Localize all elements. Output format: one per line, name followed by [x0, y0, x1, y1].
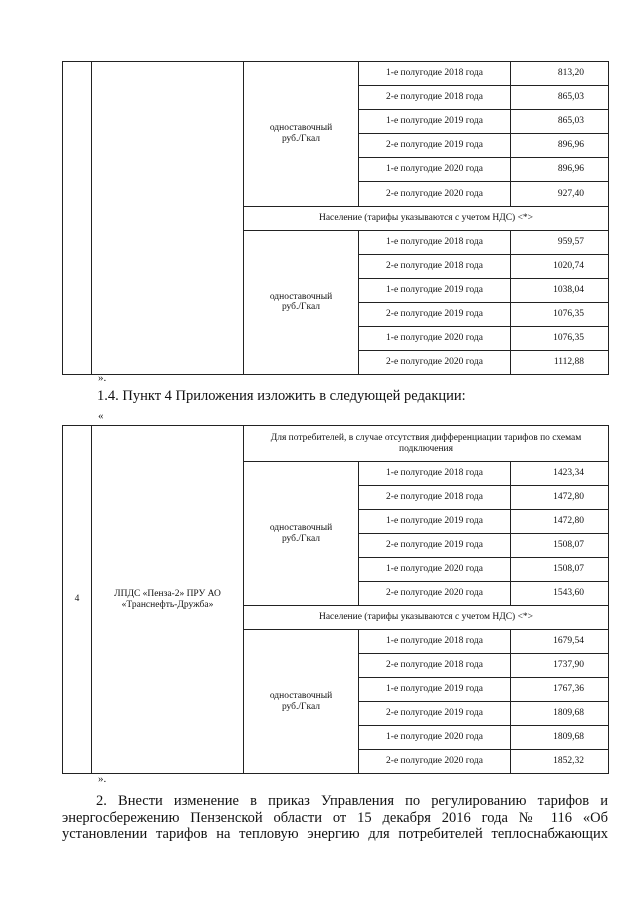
organization-cell: [92, 62, 244, 375]
period-cell: 1-е полугодие 2019 года: [359, 278, 511, 302]
period-cell: 1-е полугодие 2018 года: [359, 462, 511, 486]
table-row: [63, 426, 609, 462]
number-cell: [63, 62, 92, 375]
unit-type: одноставочный: [269, 291, 333, 302]
consumers-header: [244, 426, 609, 462]
tariff-value-cell: 1809,68: [511, 726, 609, 750]
organization-name: ЛПДС «Пенза-2» ПРУ АО: [114, 588, 221, 599]
tariff-value-cell: 1508,07: [511, 558, 609, 582]
tariff-value-cell: 1472,80: [511, 510, 609, 534]
period-cell: 1-е полугодие 2018 года: [359, 630, 511, 654]
period-cell: 2-е полугодие 2020 года: [359, 582, 511, 606]
tariff-value-cell: 1038,04: [511, 278, 609, 302]
population-header: Население (тарифы указываются с учетом НДС) <*>: [244, 206, 609, 230]
unit-cell: [244, 462, 359, 606]
tariff-value-cell: 1543,60: [511, 582, 609, 606]
period-cell: 2-е полугодие 2020 года: [359, 351, 511, 375]
item-heading: 1.4. Пункт 4 Приложения изложить в следующей редакции:: [97, 388, 466, 404]
organization-cell: [92, 426, 244, 774]
tariff-value-cell: 896,96: [511, 134, 609, 158]
period-cell: 1-е полугодие 2020 года: [359, 726, 511, 750]
unit-measure: руб./Гкал: [281, 701, 321, 712]
paragraph-line: 2. Внести изменение в приказ Управления по регулированию тарифов и: [96, 793, 608, 809]
unit-type: одноставочный: [269, 522, 333, 533]
period-cell: 2-е полугодие 2018 года: [359, 254, 511, 278]
tariff-value-cell: 1508,07: [511, 534, 609, 558]
period-cell: 2-е полугодие 2018 года: [359, 486, 511, 510]
period-cell: 2-е полугодие 2018 года: [359, 654, 511, 678]
table-row: [63, 62, 609, 86]
period-cell: 2-е полугодие 2020 года: [359, 182, 511, 206]
period-cell: 1-е полугодие 2019 года: [359, 678, 511, 702]
tariff-value-cell: 927,40: [511, 182, 609, 206]
period-cell: 1-е полугодие 2020 года: [359, 158, 511, 182]
paragraph-2: [62, 793, 608, 843]
unit-type: одноставочный: [269, 122, 333, 133]
tariff-table-item-4: [62, 425, 609, 774]
paragraph-line: энергосбережению Пензенской области от 15 декабря 2016 года № 116 «Об: [62, 809, 608, 826]
tariff-table-continuation: [62, 61, 609, 375]
period-cell: 2-е полугодие 2019 года: [359, 302, 511, 326]
tariff-value-cell: 813,20: [511, 62, 609, 86]
tariff-value-cell: 1809,68: [511, 702, 609, 726]
tariff-value-cell: 865,03: [511, 86, 609, 110]
unit-cell: [244, 630, 359, 774]
number-cell: 4: [63, 426, 92, 774]
period-cell: 1-е полугодие 2020 года: [359, 558, 511, 582]
tariff-value-cell: 1852,32: [511, 750, 609, 774]
tariff-value-cell: 1020,74: [511, 254, 609, 278]
organization-name: «Транснефть-Дружба»: [121, 599, 214, 610]
unit-type: одноставочный: [269, 690, 333, 701]
period-cell: 1-е полугодие 2018 года: [359, 62, 511, 86]
period-cell: 2-е полугодие 2018 года: [359, 86, 511, 110]
closing-quote: ».: [98, 773, 107, 785]
opening-quote: «: [98, 410, 104, 422]
unit-measure: руб./Гкал: [281, 533, 321, 544]
unit-measure: руб./Гкал: [281, 133, 321, 144]
period-cell: 2-е полугодие 2019 года: [359, 134, 511, 158]
period-cell: 2-е полугодие 2019 года: [359, 534, 511, 558]
tariff-value-cell: 1767,36: [511, 678, 609, 702]
tariff-value-cell: 1076,35: [511, 327, 609, 351]
paragraph-line: установлении тарифов на тепловую энергию для потребителей теплоснабжающих: [62, 826, 608, 842]
period-cell: 1-е полугодие 2019 года: [359, 110, 511, 134]
consumers-header-line: Для потребителей, в случае отсутствия дифференциации тарифов по схемам: [270, 432, 582, 443]
tariff-value-cell: 1472,80: [511, 486, 609, 510]
closing-quote: ».: [98, 372, 107, 384]
tariff-value-cell: 1737,90: [511, 654, 609, 678]
tariff-value-cell: 959,57: [511, 230, 609, 254]
period-cell: 2-е полугодие 2020 года: [359, 750, 511, 774]
population-header: Население (тарифы указываются с учетом НДС) <*>: [244, 606, 609, 630]
unit-cell: [244, 62, 359, 207]
period-cell: 1-е полугодие 2020 года: [359, 327, 511, 351]
tariff-value-cell: 1112,88: [511, 351, 609, 375]
unit-cell: [244, 230, 359, 375]
period-cell: 1-е полугодие 2019 года: [359, 510, 511, 534]
tariff-value-cell: 1076,35: [511, 302, 609, 326]
tariff-value-cell: 1423,34: [511, 462, 609, 486]
tariff-value-cell: 1679,54: [511, 630, 609, 654]
unit-measure: руб./Гкал: [281, 302, 321, 313]
tariff-value-cell: 865,03: [511, 110, 609, 134]
consumers-header-line: подключения: [398, 443, 454, 454]
tariff-value-cell: 896,96: [511, 158, 609, 182]
period-cell: 2-е полугодие 2019 года: [359, 702, 511, 726]
period-cell: 1-е полугодие 2018 года: [359, 230, 511, 254]
